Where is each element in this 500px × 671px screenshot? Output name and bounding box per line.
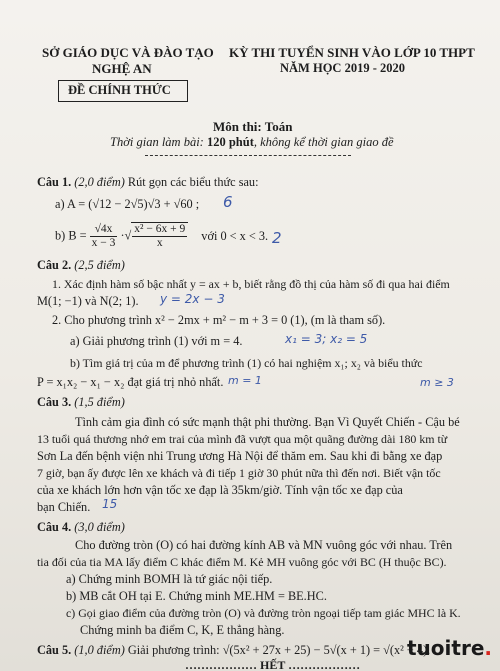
logo-text: tuoitre.: [407, 636, 492, 660]
cau5-points: (1,0 điểm): [74, 643, 125, 657]
cau5: [37, 643, 430, 658]
dept-line2: NGHỆ AN: [92, 61, 152, 76]
cau4-line-c2: Chứng minh ba điểm C, K, E thẳng hàng.: [80, 623, 285, 637]
cau1-a-handwriting: 6: [223, 193, 233, 211]
cau5-expr: √(5x² + 27x + 25) − 5√(x + 1) = √(x² − 4).: [222, 643, 431, 657]
cau3-line-2: 13 tuổi quá thương nhớ em trai của mình đã vượt qua một quãng đường dài 180 km từ: [37, 432, 448, 446]
exam-year: NĂM HỌC 2019 - 2020: [280, 61, 405, 75]
cau1-heading: [37, 175, 259, 190]
time-suffix: , không kể thời gian giao đề: [253, 135, 394, 149]
cau4-line-a: a) Chứng minh BOMH là tứ giác nội tiếp.: [66, 572, 273, 586]
cau4-line-c: c) Gọi giao điểm của đường tròn (O) và đường tròn ngoại tiếp tam giác MHC là K.: [66, 606, 461, 620]
cau5-text: Giải phương trình:: [127, 643, 220, 657]
cau1-a-prefix: a) A =: [55, 197, 89, 211]
cau2-heading: [37, 258, 125, 273]
cau2-points: (2,5 điểm): [74, 258, 125, 272]
end-marker: ……………… HẾT ………………: [185, 658, 361, 671]
cau3-heading: [37, 395, 125, 410]
cau1-b-frac2: [131, 222, 188, 250]
time-line: [110, 135, 394, 150]
time-value: 120 phút: [206, 135, 254, 149]
cau1-label: Câu 1.: [37, 175, 72, 189]
cau2-p2b-handwriting2: m ≥ 3: [420, 376, 454, 389]
cau4-line-1: Cho đường tròn (O) có hai đường kính AB và MN vuông góc với nhau. Trên: [75, 538, 453, 552]
cau4-line-b: b) MB cắt OH tại E. Chứng minh ME.HM = BE.HC.: [66, 589, 327, 603]
dept-line1: SỞ GIÁO DỤC VÀ ĐÀO TẠO: [42, 45, 214, 60]
cau1-b-den1: x − 3: [91, 236, 116, 249]
cau5-label: Câu 5.: [37, 643, 72, 657]
tuoitre-logo: [407, 636, 492, 660]
cau2-label: Câu 2.: [37, 258, 72, 272]
cau1-b-num2: x² − 6x + 9: [134, 223, 186, 235]
cau3-line-5: của xe khách lớn hơn vận tốc xe đạp là 35km/giờ. Tính vận tốc xe đạp của: [37, 483, 403, 497]
cau2-p1-handwriting: y = 2x − 3: [160, 292, 225, 306]
cau1-text: Rút gọn các biểu thức sau:: [127, 175, 259, 189]
cau1-b-prefix: b) B =: [55, 228, 90, 243]
cau4-line-2: tia đối của tia MA lấy điểm C khác điểm M. Kẻ MH vuông góc với BC (H thuộc BC).: [37, 555, 447, 569]
cau1-b-num1: √4x: [90, 223, 118, 237]
cau2-p1-line2: M(1; −1) và N(2; 1).: [37, 294, 139, 308]
cau1-a-expr: (√12 − 2√5)√3 + √60 ;: [88, 197, 200, 211]
dashed-divider: [145, 155, 351, 156]
cau4-points: (3,0 điểm): [74, 520, 125, 534]
cau1-b: b) B = $\frac{√4x}{x - 3}$ ·√ $\frac{\text{x² − 6x + 9}}{x}$ với 0 < x < 3.: [55, 222, 269, 249]
cau3-line-3: Sơn La đến bệnh viện nhi Trung ương Hà Nội để thăm em. Sau khi đi bằng xe đạp: [37, 449, 443, 463]
cau4-label: Câu 4.: [37, 520, 72, 534]
cau2-p2: 2. Cho phương trình x² − 2mx + m² − m + 3 = 0 (1), (m là tham số).: [52, 313, 386, 327]
cau1-b-frac1: [90, 223, 118, 250]
cau3-line-6: bạn Chiến.: [37, 500, 91, 514]
subject-title: Môn thi: Toán: [213, 119, 293, 134]
cau3-handwriting: 15: [102, 497, 118, 511]
cau3-points: (1,5 điểm): [74, 395, 125, 409]
cau2-p2b-line2: P = x₁x₂ − x₁ − x₂ đạt giá trị nhỏ nhất.: [37, 375, 224, 389]
official-label: ĐỀ CHÍNH THỨC: [68, 83, 171, 97]
cau3-label: Câu 3.: [37, 395, 72, 409]
cau2-p2b-line1: b) Tìm giá trị của m để phương trình (1) có hai nghiệm x₁; x₂ và biểu thức: [70, 356, 423, 370]
cau3-line-1: Tình cảm gia đình có sức mạnh thật phi thường. Bạn Vì Quyết Chiến - Cậu bé: [75, 415, 460, 429]
cau2-p2a-handwriting: x₁ = 3; x₂ = 5: [285, 332, 368, 346]
cau2-p2b-handwriting1: m = 1: [228, 374, 262, 387]
cau3-line-4: 7 giờ, bạn ấy được lên xe khách và đi tiếp 1 giờ 30 phút nữa thì đến nơi. Biết vận tốc: [37, 466, 441, 480]
time-prefix: Thời gian làm bài:: [110, 135, 207, 149]
cau1-a: [55, 197, 199, 212]
cau1-b-handwriting: 2: [272, 229, 282, 247]
cau2-p1-line1: 1. Xác định hàm số bậc nhất y = ax + b, biết rằng đồ thị của hàm số đi qua hai điểm: [52, 277, 450, 291]
cau1-points: (2,0 điểm): [74, 175, 125, 189]
exam-title: KỲ THI TUYỂN SINH VÀO LỚP 10 THPT: [229, 45, 475, 60]
cau4-heading: [37, 520, 125, 535]
cau1-b-condition: với 0 < x < 3.: [201, 228, 269, 243]
cau1-b-den2: x: [156, 237, 163, 249]
cau2-p2a: a) Giải phương trình (1) với m = 4.: [70, 334, 243, 348]
